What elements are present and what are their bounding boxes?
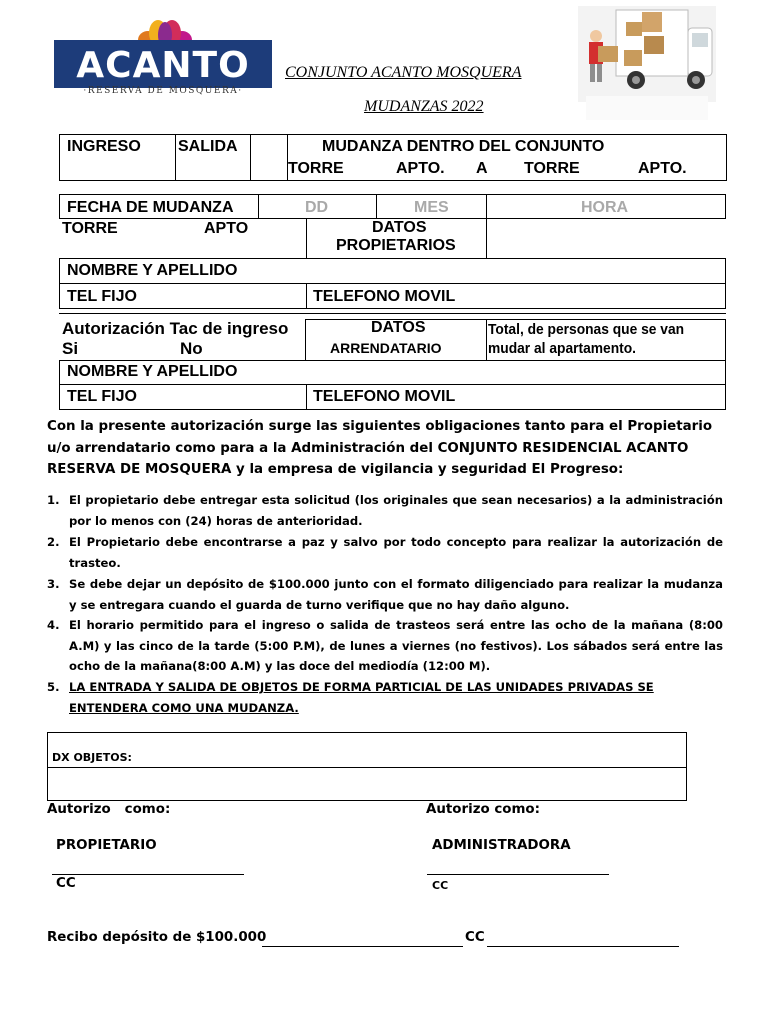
total-personas-line1: Total, de personas que se van — [488, 321, 685, 338]
a-label: A — [476, 160, 488, 177]
torre-origin-label: TORRE — [288, 160, 344, 177]
rule-number: 4. — [47, 618, 60, 632]
owner-datos-label: DATOS — [372, 219, 427, 236]
rule-text: El horario permitido para el ingreso o salida de trasteos será entre las ocho de la mañana (8:00 A.M) y las cinco de la tarde (5:00 P.M), de lunes a viernes (no festivos). Los sábados será entre las ocho de la mañana(8:00 A.M) y las doce del mediodía (12:00 M). — [69, 618, 723, 673]
administradora-signature-line[interactable] — [427, 874, 609, 875]
apto-origin-label: APTO. — [396, 160, 445, 177]
tenant-datos-label: DATOS — [371, 319, 426, 336]
right-autorizo-label: Autorizo como: — [426, 802, 540, 817]
no-option[interactable]: No — [180, 339, 203, 358]
owner-propietarios-label: PROPIETARIOS — [336, 237, 456, 254]
propietario-label: PROPIETARIO — [56, 838, 157, 853]
rule-text: Se debe dejar un depósito de $100.000 junto con el formato diligenciado para realizar la mudanza y se entregara cuando el guarda de turno verifique que no hay daño alguno. — [69, 577, 723, 612]
owner-torre-label: TORRE — [62, 220, 118, 237]
tenant-nombre-label: NOMBRE Y APELLIDO — [67, 363, 238, 380]
administradora-cc-label: CC — [432, 879, 449, 892]
rule-number: 2. — [47, 535, 60, 549]
objects-label: DX OBJETOS: — [52, 751, 132, 764]
receipt-label: Recibo depósito de $100.000 — [47, 930, 267, 945]
moving-truck-icon — [578, 6, 716, 126]
rule-text: El propietario debe entregar esta solicitud (los originales que sean necesarios) a la administración por lo menos con (24) horas de anterioridad. — [69, 493, 723, 528]
ingreso-label: INGRESO — [67, 138, 141, 155]
administradora-label: ADMINISTRADORA — [432, 838, 571, 853]
receipt-signature-line[interactable] — [262, 946, 463, 947]
tenant-telfijo-label: TEL FIJO — [67, 388, 137, 405]
owner-apto-label: APTO — [204, 220, 249, 237]
rule-text: LA ENTRADA Y SALIDA DE OBJETOS DE FORMA PARTICIAL DE LAS UNIDADES PRIVADAS SE ENTENDERA COMO UNA MUDANZA. — [69, 680, 654, 715]
move-title: MUDANZA DENTRO DEL CONJUNTO — [322, 138, 605, 155]
receipt-cc-label: CC — [465, 930, 485, 945]
salida-label: SALIDA — [178, 138, 238, 155]
apto-dest-label: APTO. — [638, 160, 687, 177]
receipt-cc-line[interactable] — [487, 946, 679, 947]
mes-field[interactable]: MES — [414, 199, 449, 216]
logo-subtitle: ·RESERVA DE MOSQUERA· — [83, 86, 243, 96]
rule-text: El Propietario debe encontrarse a paz y salvo por todo concepto para realizar la autorización de trasteo. — [69, 535, 723, 570]
tenant-arrendatario-label: ARRENDATARIO — [330, 340, 442, 356]
si-option[interactable]: Si — [62, 339, 79, 358]
rule-number: 3. — [47, 577, 60, 591]
rule-number: 5. — [47, 680, 60, 694]
document-title: CONJUNTO ACANTO MOSQUERA — [285, 64, 522, 81]
owner-telfijo-label: TEL FIJO — [67, 288, 137, 305]
autorizacion-label: Autorización Tac de ingreso — [62, 319, 289, 338]
owner-nombre-label: NOMBRE Y APELLIDO — [67, 262, 238, 279]
tenant-telmovil-label: TELEFONO MOVIL — [313, 388, 456, 405]
fecha-label: FECHA DE MUDANZA — [67, 199, 234, 216]
logo-text: ACANTO — [76, 45, 250, 86]
acanto-logo — [54, 18, 272, 100]
dd-field[interactable]: DD — [305, 199, 329, 216]
intro-paragraph: Con la presente autorización surge las siguientes obligaciones tanto para el Propietario u/o arrendatario como para a la Administración del CONJUNTO RESIDENCIAL ACANTO RESERVA DE MOSQUERA y la empresa de vigilancia y seguridad El Progreso: — [47, 419, 713, 477]
left-autorizo-label: Autorizo como: — [47, 802, 171, 817]
propietario-signature-line[interactable] — [52, 874, 244, 875]
rule-number: 1. — [47, 493, 60, 507]
propietario-cc-label: CC — [56, 876, 76, 891]
total-personas-line2: mudar al apartamento. — [488, 340, 637, 357]
owner-telmovil-label: TELEFONO MOVIL — [313, 288, 456, 305]
torre-dest-label: TORRE — [524, 160, 580, 177]
document-subtitle: MUDANZAS 2022 — [364, 98, 484, 115]
hora-field[interactable]: HORA — [581, 199, 629, 216]
